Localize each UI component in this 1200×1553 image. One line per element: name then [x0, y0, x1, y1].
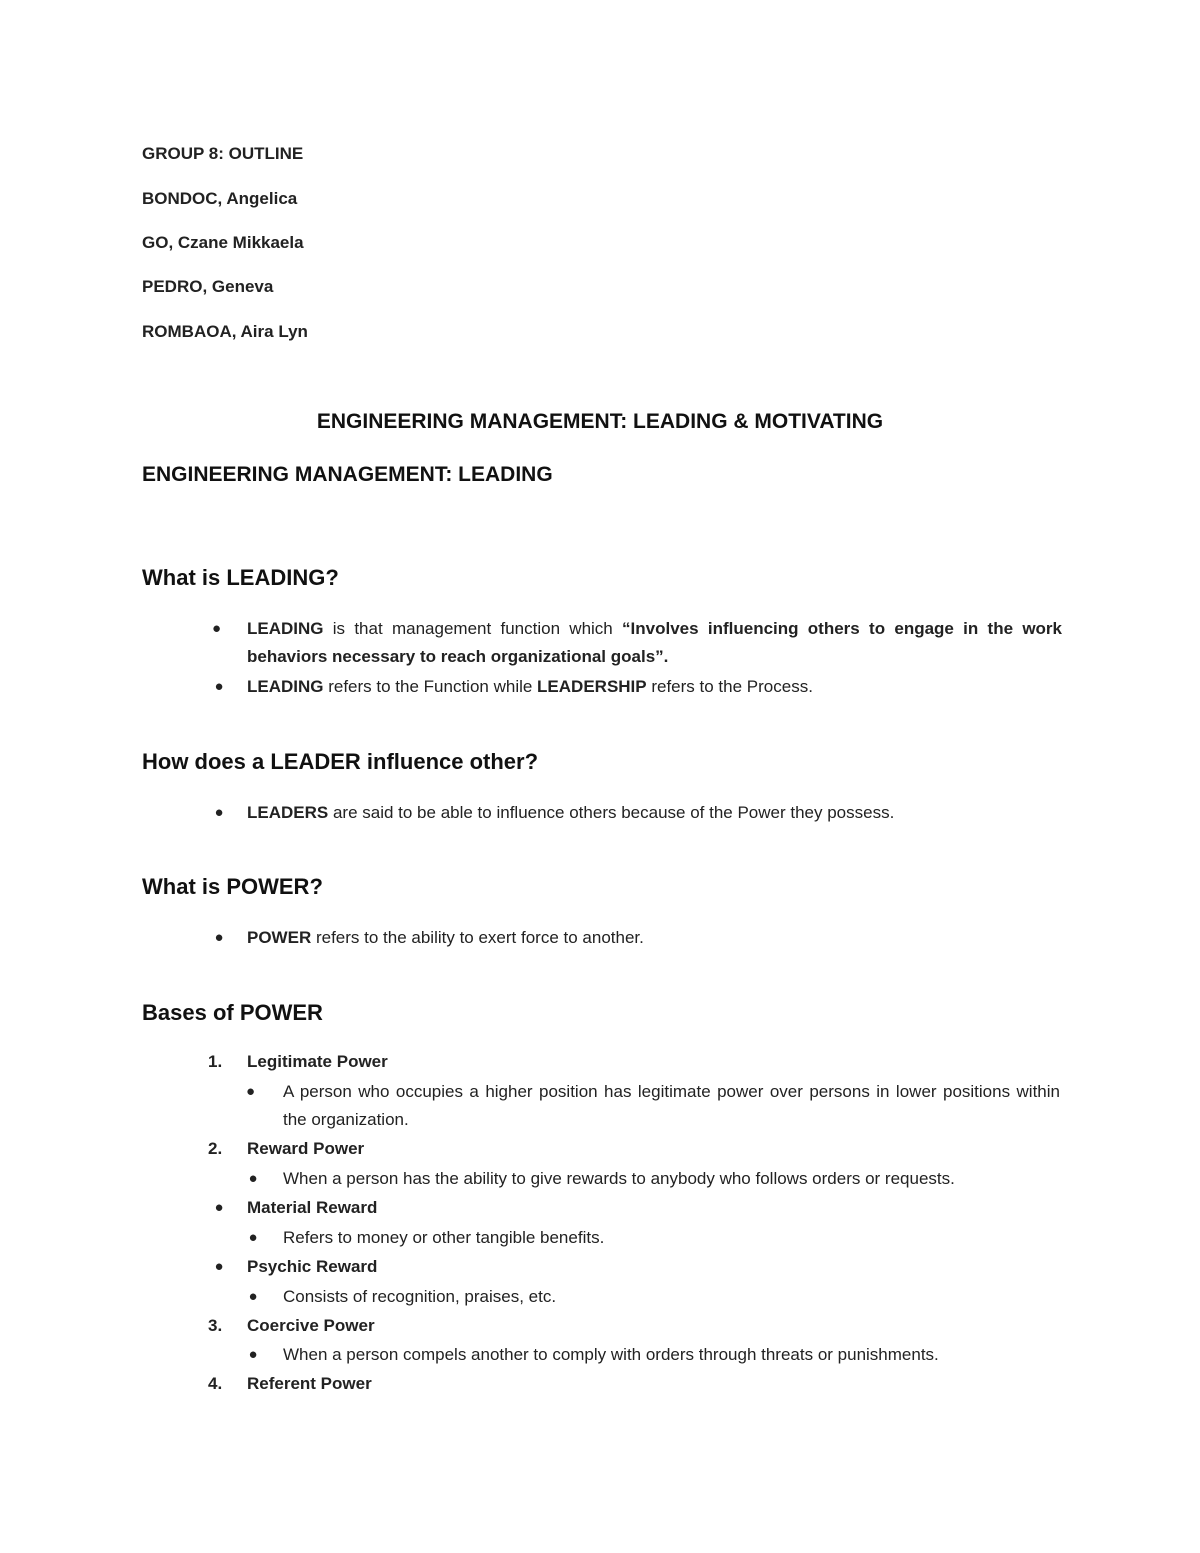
bullet-icon: ● — [248, 1346, 258, 1363]
member-name: PEDRO, Geneva — [142, 277, 274, 296]
numbered-item: 3. Coercive Power — [208, 1316, 375, 1335]
member-name: GO, Czane Mikkaela — [142, 233, 304, 252]
bullet-icon: ● — [248, 1170, 258, 1187]
sub-list-item: ● A person who occupies a higher position has legitimate power over persons in lower positions within the organization. — [246, 1078, 1060, 1134]
list-item: ● LEADING refers to the Function while LEADERSHIP refers to the Process. — [212, 673, 1062, 701]
group-label: GROUP 8: OUTLINE — [142, 144, 304, 163]
list-item: ● Material Reward — [212, 1194, 1062, 1222]
bullet-icon: ● — [214, 929, 224, 946]
sub-title: ENGINEERING MANAGEMENT: LEADING — [142, 463, 553, 486]
sub-list-item: ● Consists of recognition, praises, etc. — [246, 1283, 1060, 1311]
list-item: ● POWER refers to the ability to exert force to another. — [212, 924, 1062, 952]
list-item: ● LEADERS are said to be able to influence others because of the Power they possess. — [212, 799, 1062, 827]
bullet-icon: ● — [214, 804, 224, 821]
bullet-icon: ● — [248, 1229, 258, 1246]
numbered-item: 2. Reward Power — [208, 1139, 365, 1158]
sub-list-item: ● Refers to money or other tangible benefits. — [246, 1224, 1060, 1252]
bullet-icon: ● — [214, 678, 224, 695]
member-name: ROMBAOA, Aira Lyn — [142, 322, 308, 341]
bullet-icon: ● — [212, 620, 222, 637]
section-heading-leading: What is LEADING? — [142, 565, 339, 590]
bullet-icon: ● — [214, 1258, 224, 1275]
section-heading-bases: Bases of POWER — [142, 1000, 323, 1025]
numbered-item: 4. Referent Power — [208, 1374, 372, 1393]
main-title: ENGINEERING MANAGEMENT: LEADING & MOTIVATING — [316, 410, 884, 433]
sub-list-item: ● When a person compels another to comply with orders through threats or punishments. — [246, 1341, 1060, 1369]
numbered-item: 1. Legitimate Power — [208, 1052, 388, 1071]
sub-list-item: ● When a person has the ability to give rewards to anybody who follows orders or requests. — [246, 1165, 1060, 1193]
list-item: ● LEADING is that management function which “Involves influencing others to engage in the work behaviors necessary to reach organizational goals”. — [212, 615, 1062, 671]
bullet-icon: ● — [248, 1288, 258, 1305]
bullet-icon: ● — [214, 1199, 224, 1216]
list-item: ● Psychic Reward — [212, 1253, 1062, 1281]
member-name: BONDOC, Angelica — [142, 189, 298, 208]
section-heading-influence: How does a LEADER influence other? — [142, 749, 539, 774]
bullet-icon: ● — [246, 1083, 256, 1100]
section-heading-power: What is POWER? — [142, 874, 323, 899]
